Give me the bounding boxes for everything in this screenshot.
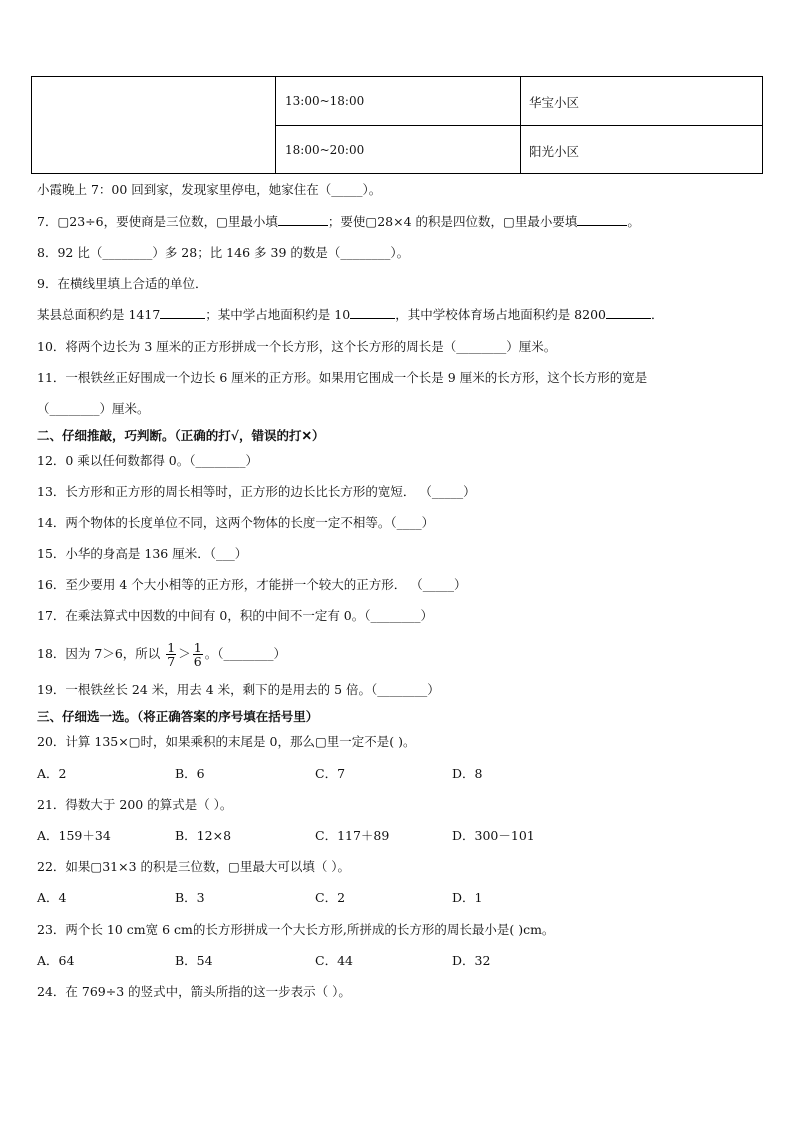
question-22: 22．如果▢31×3 的积是三位数，▢里最大可以填（ ）。 xyxy=(37,859,351,874)
option-b: B．3 xyxy=(175,890,205,905)
fraction-one-seventh xyxy=(166,641,176,668)
question-23: 23．两个长 10 cm宽 6 cm的长方形拼成一个大长方形,所拼成的长方形的周长最小是( )cm。 xyxy=(37,922,555,937)
question-21: 21．得数大于 200 的算式是（ ）。 xyxy=(37,797,233,812)
question-7-part2: ；要使▢28×4 的积是四位数，▢里最小要填 xyxy=(327,214,578,229)
table-row xyxy=(275,126,763,174)
schedule-table xyxy=(31,76,763,174)
option-a: A．4 xyxy=(37,890,67,905)
answer-blank xyxy=(160,306,205,319)
question-16: 16．至少要用 4 个大小相等的正方形，才能拼一个较大的正方形． （_____） xyxy=(37,577,467,592)
question-7-part1: 7．▢23÷6，要使商是三位数，▢里最小填 xyxy=(37,214,278,229)
greater-than-sign: ＞ xyxy=(178,646,191,661)
option-a: A．159＋34 xyxy=(37,828,111,843)
option-d: D．32 xyxy=(452,953,491,968)
question-9-part3: ，其中学校体育场占地面积约是 8200 xyxy=(395,307,606,322)
question-7 xyxy=(37,213,640,231)
table-row xyxy=(275,77,763,126)
option-c: C．117＋89 xyxy=(315,828,390,843)
question-15: 15．小华的身高是 136 厘米．（___） xyxy=(37,546,248,561)
fraction-denominator: 6 xyxy=(193,654,202,669)
option-a: A．2 xyxy=(37,766,67,781)
place-cell: 华宝小区 xyxy=(520,77,763,125)
time-cell: 13:00~18:00 xyxy=(285,94,365,108)
option-c: C．7 xyxy=(315,766,346,781)
question-9: 9．在横线里填上合适的单位． xyxy=(37,276,208,291)
section-3-heading: 三、仔细选一选。（将正确答案的序号填在括号里） xyxy=(37,709,319,724)
question-18-part2: 。（________） xyxy=(204,646,286,661)
question-11-cont: （________）厘米。 xyxy=(37,401,150,416)
option-d: D．8 xyxy=(452,766,483,781)
question-9-part1: 某县总面积约是 1417 xyxy=(37,307,161,322)
question-14: 14．两个物体的长度单位不同，这两个物体的长度一定不相等。（____） xyxy=(37,515,435,530)
place-cell: 阳光小区 xyxy=(520,126,763,174)
answer-blank xyxy=(606,306,651,319)
option-c: C．44 xyxy=(315,953,353,968)
answer-blank xyxy=(577,213,627,226)
fraction-one-sixth xyxy=(193,641,203,668)
question-9-part2: ；某中学占地面积约是 10 xyxy=(205,307,351,322)
question-12: 12．0 乘以任何数都得 0。（________） xyxy=(37,453,259,468)
question-9-blanks xyxy=(37,306,664,324)
question-18-part1: 18．因为 7＞6，所以 xyxy=(37,646,161,661)
question-20: 20．计算 135×▢时，如果乘积的末尾是 0，那么▢里一定不是( )。 xyxy=(37,734,416,749)
fraction-denominator: 7 xyxy=(167,654,176,669)
option-a: A．64 xyxy=(37,953,75,968)
time-cell: 18:00~20:00 xyxy=(285,143,365,157)
question-6-text: 小霞晚上 7：00 回到家，发现家里停电，她家住在（_____）。 xyxy=(37,182,382,197)
question-17: 17．在乘法算式中因数的中间有 0，积的中间不一定有 0。（________） xyxy=(37,608,434,623)
question-18 xyxy=(37,636,286,672)
question-24: 24．在 769÷3 的竖式中，箭头所指的这一步表示（ ）。 xyxy=(37,984,351,999)
option-b: B．54 xyxy=(175,953,213,968)
option-c: C．2 xyxy=(315,890,346,905)
answer-blank xyxy=(278,213,328,226)
option-d: D．1 xyxy=(452,890,483,905)
option-b: B．6 xyxy=(175,766,205,781)
table-merged-cell xyxy=(32,77,276,173)
fraction-numerator: 1 xyxy=(167,640,176,655)
question-10: 10．将两个边长为 3 厘米的正方形拼成一个长方形，这个长方形的周长是（________）厘米。 xyxy=(37,339,557,354)
question-7-part3: 。 xyxy=(627,214,640,229)
answer-blank xyxy=(350,306,395,319)
question-11: 11．一根铁丝正好围成一个边长 6 厘米的正方形。如果用它围成一个长是 9 厘米的长方形，这个长方形的宽是 xyxy=(37,370,648,385)
question-13: 13．长方形和正方形的周长相等时，正方形的边长比长方形的宽短． （_____） xyxy=(37,484,476,499)
question-19: 19．一根铁丝长 24 米，用去 4 米，剩下的是用去的 5 倍。（________） xyxy=(37,682,440,697)
fraction-numerator: 1 xyxy=(193,640,202,655)
option-b: B．12×8 xyxy=(175,828,232,843)
question-9-part4: ． xyxy=(650,307,664,322)
section-2-heading: 二、仔细推敲，巧判断。（正确的打√，错误的打✕） xyxy=(37,428,325,443)
question-8: 8．92 比（________）多 28；比 146 多 39 的数是（________）。 xyxy=(37,245,410,260)
option-d: D．300－101 xyxy=(452,828,535,843)
